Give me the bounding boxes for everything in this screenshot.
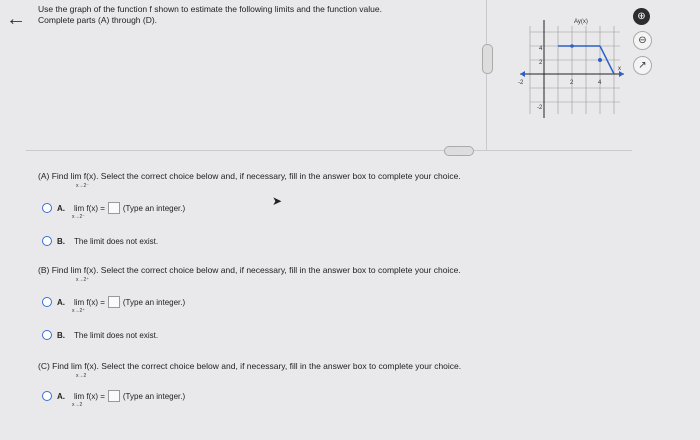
- pane-divider-vertical: [486, 0, 487, 150]
- instructions: [38, 4, 382, 26]
- question-a: (A) Find lim f(x). Select the correct choice below and, if necessary, fill in the answer box to complete your choice.: [38, 171, 461, 181]
- zoom-in-icon[interactable]: ⊕: [633, 8, 650, 25]
- function-graph: [516, 14, 626, 126]
- radio-c-a[interactable]: [42, 391, 52, 401]
- radio-a-a[interactable]: [42, 203, 52, 213]
- radio-b-a[interactable]: [42, 297, 52, 307]
- instructions-line-2: Complete parts (A) through (D).: [38, 15, 158, 25]
- option-label: A.: [57, 391, 65, 401]
- question-a-subscript: x→2⁻: [76, 183, 89, 189]
- option-c-a[interactable]: [42, 390, 185, 402]
- instructions-line-1: Use the graph of the function f shown to estimate the following limits and the function value.: [38, 4, 382, 14]
- graph-point: [598, 58, 602, 62]
- option-label: B.: [57, 236, 65, 246]
- option-text: The limit does not exist.: [74, 330, 159, 340]
- hint-text: (Type an integer.): [122, 391, 186, 401]
- pane-divider-horizontal: [26, 150, 632, 151]
- question-c: (C) Find lim f(x). Select the correct choice below and, if necessary, fill in the answer box to complete your choice.: [38, 361, 462, 371]
- resize-handle-horizontal[interactable]: [444, 146, 474, 156]
- y-tick-4: 4: [539, 46, 543, 52]
- answer-box-b[interactable]: [108, 296, 120, 308]
- option-c-a-subscript: x→2: [72, 402, 83, 408]
- option-label: A.: [57, 297, 65, 307]
- option-b-b[interactable]: [42, 330, 158, 340]
- mouse-cursor-icon: ➤: [272, 194, 283, 208]
- option-label: A.: [57, 203, 65, 213]
- zoom-out-icon[interactable]: ⊖: [633, 31, 652, 50]
- answer-box-c[interactable]: [108, 390, 120, 402]
- answer-box-a[interactable]: [108, 202, 120, 214]
- question-b: (B) Find lim f(x). Select the correct choice below and, if necessary, fill in the answer box to complete your choice.: [38, 265, 461, 275]
- limit-expression: lim f(x) =: [74, 391, 105, 401]
- back-arrow-icon[interactable]: ←: [6, 8, 26, 30]
- hint-text: (Type an integer.): [122, 297, 186, 307]
- option-b-a[interactable]: [42, 296, 185, 308]
- limit-expression: lim f(x) =: [74, 297, 105, 307]
- option-text: The limit does not exist.: [74, 236, 159, 246]
- external-link-icon[interactable]: ↗: [633, 56, 652, 75]
- hint-text: (Type an integer.): [122, 203, 186, 213]
- option-a-a[interactable]: [42, 202, 185, 214]
- question-c-subscript: x→2: [76, 373, 87, 379]
- option-label: B.: [57, 330, 65, 340]
- graph-title: Ay(x): [574, 19, 588, 25]
- x-tick-4: 4: [598, 80, 602, 86]
- y-tick-neg2: -2: [537, 105, 543, 111]
- option-b-a-subscript: x→2⁺: [72, 308, 85, 314]
- y-tick-2: 2: [539, 60, 543, 66]
- limit-expression: lim f(x) =: [74, 203, 105, 213]
- question-b-subscript: x→2⁺: [76, 277, 89, 283]
- graph-tools: [633, 8, 653, 81]
- option-a-a-subscript: x→2⁻: [72, 214, 85, 220]
- x-axis-label: x: [618, 66, 621, 72]
- option-a-b[interactable]: [42, 236, 158, 246]
- radio-a-b[interactable]: [42, 236, 52, 246]
- x-tick-2: 2: [570, 80, 574, 86]
- x-tick-neg2: -2: [518, 80, 524, 86]
- resize-handle-vertical[interactable]: [482, 44, 493, 74]
- radio-b-b[interactable]: [42, 330, 52, 340]
- graph-point: [570, 44, 574, 48]
